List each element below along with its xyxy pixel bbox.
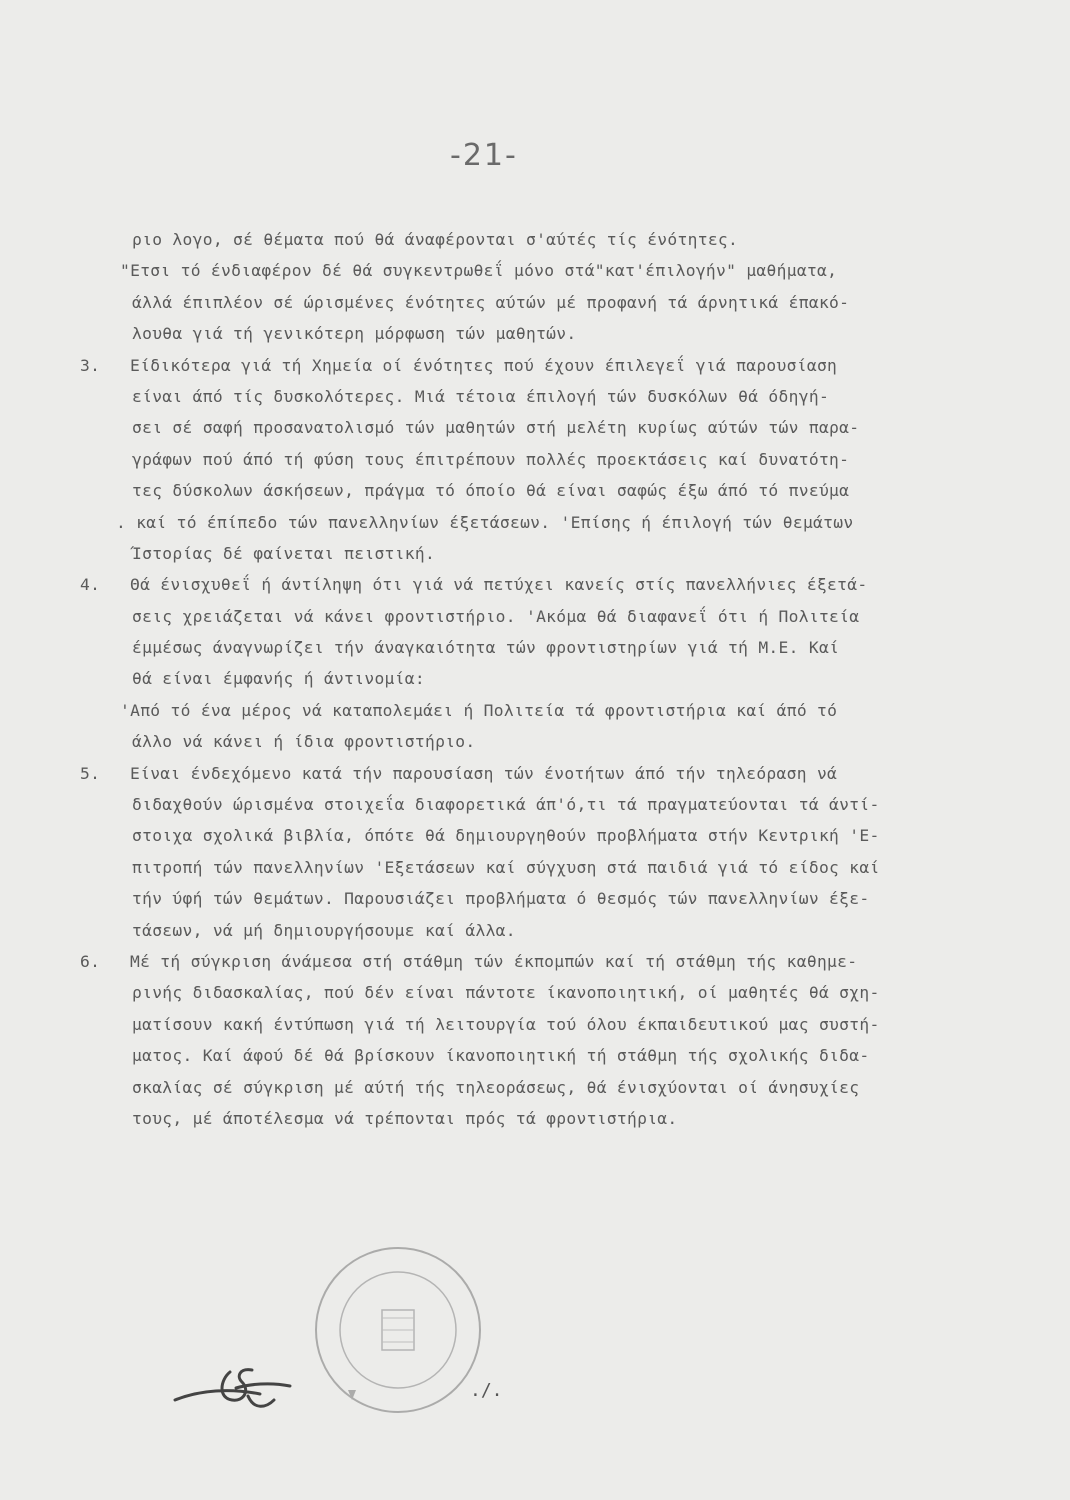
handwritten-signature <box>170 1360 300 1420</box>
line-text: πιτροπή τών πανελληνίων 'Εξετάσεων καί σύγχυση στά παιδιά γιά τό είδος καί <box>132 857 880 877</box>
line-text: ματίσουν κακή έντύπωση γιά τή λειτουργία τού όλου έκπαιδευτικού μας συστή- <box>132 1014 880 1034</box>
line-text: ριο λογο, σέ θέματα πού θά άναφέρονται σ'αύτές τίς ένότητες. <box>132 230 739 249</box>
text-line <box>80 350 980 381</box>
line-text: Είναι ένδεχόμενο κατά τήν παρουσίαση τών ένοτήτων άπό τήν τηλεόραση νά <box>130 763 838 783</box>
text-line <box>80 758 980 789</box>
line-text: διδαχθούν ώρισμένα στοιχεΐα διαφορετικά άπ'ό,τι τά πραγματεύονται τά άντί- <box>132 795 880 815</box>
text-line <box>80 632 980 663</box>
text-line <box>80 1072 980 1103</box>
line-text: Είδικότερα γιά τή Χημεία οί ένότητες πού έχουν έπιλεγεΐ γιά παρουσίαση <box>130 355 838 375</box>
text-line <box>80 789 980 820</box>
text-line <box>80 663 980 694</box>
text-line <box>80 475 980 506</box>
closing-mark: ./. <box>470 1380 503 1401</box>
text-line <box>80 883 980 914</box>
item-number: 5. <box>80 763 101 783</box>
item-number: 3. <box>80 355 101 375</box>
line-text: έμμέσως άναγνωρίζει τήν άναγκαιότητα τών φροντιστηρίων γιά τή Μ.Ε. Καί <box>132 638 840 658</box>
text-line <box>80 1009 980 1040</box>
text-line <box>80 601 980 632</box>
text-line <box>80 412 980 443</box>
text-line <box>80 695 980 726</box>
line-text: Ίστορίας δέ φαίνεται πειστική. <box>132 543 436 563</box>
item-number: 4. <box>80 575 101 595</box>
line-text: ρινής διδασκαλίας, πού δέν είναι πάντοτε ίκανοποιητική, οί μαθητές θά σχη- <box>132 983 880 1003</box>
line-text: ματος. Καί άφού δέ θά βρίσκουν ίκανοποιητική τή στάθμη τής σχολικής διδα- <box>132 1046 870 1066</box>
line-text: "Ετσι τό ένδιαφέρον δέ θά συγκεντρωθεΐ μόνο στά"κατ'έπιλογήν" μαθήματα, <box>120 261 838 281</box>
text-line <box>80 444 980 475</box>
text-line <box>80 381 980 412</box>
text-line <box>80 1040 980 1071</box>
line-text: 'Από τό ένα μέρος νά καταπολεμάει ή Πολιτεία τά φροντιστήρια καί άπό τό <box>120 700 838 720</box>
line-text: σει σέ σαφή προσανατολισμό τών μαθητών στή μελέτη κυρίως αύτών τών παρα- <box>132 418 860 438</box>
text-line <box>80 1103 980 1134</box>
line-text: θά είναι έμφανής ή άντινομία: <box>132 669 425 689</box>
text-line <box>80 820 980 851</box>
line-text: λουθα γιά τή γενικότερη μόρφωση τών μαθητών. <box>132 324 577 344</box>
text-line <box>80 287 980 318</box>
line-text: Μέ τή σύγκριση άνάμεσα στή στάθμη τών έκπομπών καί τή στάθμη τής καθημε- <box>130 951 858 971</box>
text-line <box>80 852 980 883</box>
line-text: τους, μέ άποτέλεσμα νά τρέπονται πρός τά φροντιστήρια. <box>132 1108 678 1128</box>
line-text: τάσεων, νά μή δημιουργήσουμε καί άλλα. <box>132 920 516 940</box>
line-text: στοιχα σχολικά βιβλία, όπότε θά δημιουργηθούν προβλήματα στήν Κεντρική 'Ε- <box>132 826 880 846</box>
line-text: σκαλίας σέ σύγκριση μέ αύτή τής τηλεοράσεως, θά ένισχύονται οί άνησυχίες <box>132 1077 860 1097</box>
page-number: -21- <box>450 138 518 173</box>
text-line <box>80 224 980 255</box>
text-line <box>80 507 980 538</box>
line-text: σεις χρειάζεται νά κάνει φροντιστήριο. 'Ακόμα θά διαφανεΐ ότι ή Πολιτεία <box>132 606 860 626</box>
text-line <box>80 977 980 1008</box>
line-text: τήν ύφή τών θεμάτων. Παρουσιάζει προβλήματα ό θεσμός τών πανελληνίων έξε- <box>132 889 870 909</box>
text-line <box>80 538 980 569</box>
text-line <box>80 726 980 757</box>
text-line <box>80 569 980 600</box>
line-text: άλλά έπιπλέον σέ ώρισμένες ένότητες αύτών μέ προφανή τά άρνητικά έπακό- <box>132 292 850 312</box>
document-body <box>80 224 980 1134</box>
stamp-seal <box>308 1240 488 1420</box>
line-text: γράφων πού άπό τή φύση τους έπιτρέπουν πολλές προεκτάσεις καί δυνατότη- <box>132 449 850 469</box>
text-line <box>80 946 980 977</box>
item-number: 6. <box>80 951 101 971</box>
text-line <box>80 255 980 286</box>
line-text: άλλο νά κάνει ή ίδια φροντιστήριο. <box>132 732 476 752</box>
line-text: . καί τό έπίπεδο τών πανελληνίων έξετάσεων. 'Επίσης ή έπιλογή τών θεμάτων <box>116 512 854 532</box>
text-line <box>80 318 980 349</box>
text-line <box>80 915 980 946</box>
line-text: είναι άπό τίς δυσκολότερες. Μιά τέτοια έπιλογή τών δυσκόλων θά όδηγή- <box>132 386 830 406</box>
line-text: τες δύσκολων άσκήσεων, πράγμα τό όποίο θά είναι σαφώς έξω άπό τό πνεύμα <box>132 481 850 501</box>
line-text: Θά ένισχυθεΐ ή άντίληψη ότι γιά νά πετύχει κανείς στίς πανελλήνιες έξετά- <box>130 575 868 595</box>
